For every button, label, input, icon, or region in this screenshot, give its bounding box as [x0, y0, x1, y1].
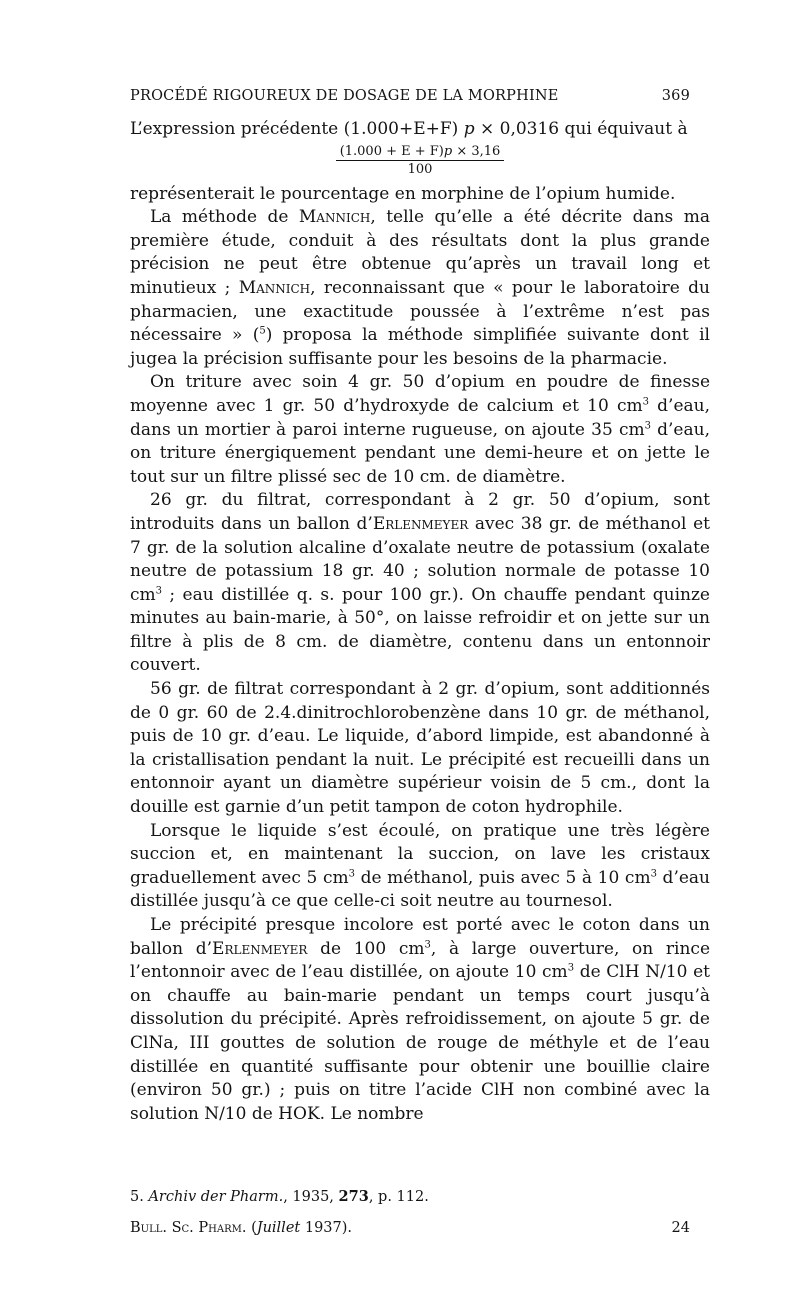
paragraph-titration: Le précipité presque incolore est porté avec le coton dans un ballon d’Erlenmeyer de 100 $cm^3$, à large ouverture, on rince l’entonnoir avec de l’eau distillée, on ajoute 10 $cm^3$ de ClH N/10 et on chauffe au bain-marie pendant un temps court jusqu’à dissolution du précipité. Après refroidissement, on ajoute 5 gr. de ClNa, III gouttes de solution de rouge de méthyle et de l’eau distillée en quantité suffisante pour obtenir une bouillie claire (environ 50 gr.) ; puis on titre l’acide ClH non combiné avec la solution N/10 de HOK. Le nombre [130, 915, 710, 1124]
article-body [130, 118, 710, 1126]
author-name: Erlenmeyer [372, 513, 469, 534]
author-name: Erlenmeyer [212, 938, 308, 959]
footnote: 5. Archiv der Pharm., 1935, 273, p. 112. [130, 1188, 429, 1205]
formula-fraction [130, 144, 710, 177]
paragraph-expression: L’expression précédente (1.000+E+F) p × 0,0316 qui équivaut à [130, 119, 688, 139]
formula-numerator: (1.000 + E + F)p × 3,16 [336, 144, 505, 161]
author-name: Mannich [238, 277, 311, 298]
formula-denominator: 100 [407, 161, 433, 177]
page-number: 369 [661, 88, 690, 104]
page-footer [130, 1220, 690, 1236]
paragraph-dinitrochlorobenzene: 56 gr. de filtrat correspondant à 2 gr. d’opium, sont additionnés de 0 gr. 60 de 2.4.dinitrochlorobenzène dans 10 gr. de méthanol, puis de 10 gr. d’eau. Le liquide, d’abord limpide, est abandonné à la cristallisation pendant la nuit. Le précipité est recueilli dans un entonnoir ayant un diamètre supérieur voisin de 5 cm., dont la douille est garnie d’un petit tampon de coton hydrophile. [130, 679, 710, 818]
paragraph-expression-cont: représenterait le pourcentage en morphine de l’opium humide. [130, 183, 676, 204]
author-name: Mannich [298, 207, 371, 228]
running-header [130, 88, 690, 104]
signature-mark: 24 [671, 1220, 690, 1236]
paragraph-suction: Lorsque le liquide s’est écoulé, on pratique une très légère succion et, en maintenant la succion, on lave les cristaux graduellement avec 5 $cm^3$ de méthanol, puis avec 5 à 10 $cm^3$ d’eau distillée jusqu’à ce que celle-ci soit neutre au tournesol. [130, 820, 710, 912]
paragraph-filtrate: 26 gr. du filtrat, correspondant à 2 gr. 50 d’opium, sont introduits dans un ballon d’Erlenmeyer avec 38 gr. de méthanol et 7 gr. de la solution alcaline d’oxalate neutre de potassium (oxalate neutre de potassium 18 gr. 40 ; solution normale de potasse 10 $cm^3$ ; eau distillée q. s. pour 100 gr.). On chauffe pendant quinze minutes au bain-marie, à 50°, on laisse refroidir et on jette sur un filtre à plis de 8 cm. de diamètre, contenu dans un entonnoir couvert. [130, 490, 710, 676]
running-title: PROCÉDÉ RIGOUREUX DE DOSAGE DE LA MORPHINE [130, 88, 559, 104]
footnote-ref: 5 [259, 325, 266, 337]
journal-citation: Bull. Sc. Pharm. (Juillet 1937). [130, 1220, 353, 1236]
paragraph-mannich: La méthode de Mannich, telle qu’elle a été décrite dans ma première étude, conduit à des résultats dont la plus grande précision ne peut être obtenue qu’après un travail long et minutieux ; Mannich, reconnaissant que « pour le laboratoire du pharmacien, une exactitude poussée à l’extrême n’est pas nécessaire » ($^5$) proposa la méthode simplifiée suivante dont il jugea la précision suffisante pour les besoins de la pharmacie. [130, 207, 710, 369]
paragraph-trituration: On triture avec soin 4 gr. 50 d’opium en poudre de finesse moyenne avec 1 gr. 50 d’hydroxyde de calcium et 10 $cm^3$ d’eau, dans un mortier à paroi interne rugueuse, on ajoute 35 $cm^3$ d’eau, on triture énergiquement pendant une demi-heure et on jette le tout sur un filtre plissé sec de 10 cm. de diamètre. [130, 372, 710, 487]
